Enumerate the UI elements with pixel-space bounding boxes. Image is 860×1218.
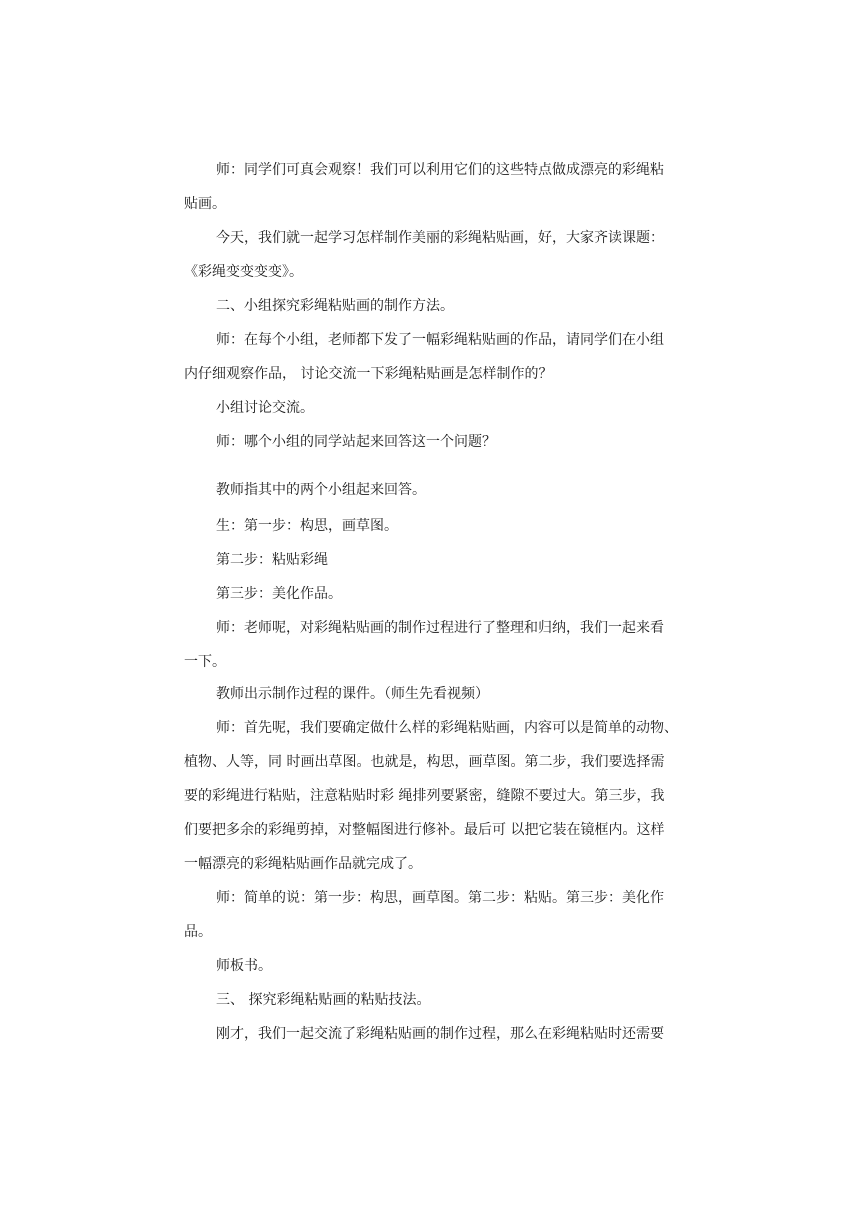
section-heading: 二、小组探究彩绳粘贴画的制作方法。	[216, 298, 454, 314]
paragraph-line: 生：第一步：构思，画草图。	[216, 518, 398, 534]
paragraph-line: 今天，我们就一起学习怎样制作美丽的彩绳粘贴画，好，大家齐读课题：	[216, 230, 664, 246]
paragraph-line: 植物、人等，同 时画出草图。也就是，构思，画草图。第二步，我们要选择需	[184, 754, 665, 770]
paragraph-line: 《彩绳变变变变》。	[184, 264, 303, 280]
paragraph-line: 一幅漂亮的彩绳粘贴画作品就完成了。	[184, 856, 422, 872]
paragraph-line: 要的彩绳进行粘贴，注意粘贴时彩 绳排列要紧密，缝隙不要过大。第三步，我	[184, 788, 665, 804]
paragraph-line: 们要把多余的彩绳剪掉，对整幅图进行修补。最后可 以把它装在镜框内。这样	[184, 822, 665, 838]
paragraph-line: 师：哪个小组的同学站起来回答这一个问题？	[216, 434, 496, 450]
paragraph-line: 第二步：粘贴彩绳	[216, 552, 328, 568]
paragraph-line: 师板书。	[216, 958, 272, 974]
paragraph-line: 刚才，我们一起交流了彩绳粘贴画的制作过程，那么在彩绳粘贴时还需要	[216, 1026, 664, 1042]
paragraph-line: 内仔细观察作品， 讨论交流一下彩绳粘贴画是怎样制作的？	[184, 366, 553, 382]
paragraph-line: 师：同学们可真会观察！我们可以利用它们的这些特点做成漂亮的彩绳粘	[216, 162, 664, 178]
paragraph-line: 师：老师呢，对彩绳粘贴画的制作过程进行了整理和归纳，我们一起来看	[216, 620, 664, 636]
paragraph-line: 教师指其中的两个小组起来回答。	[216, 482, 426, 498]
paragraph-line: 师：简单的说：第一步：构思，画草图。第二步：粘贴。第三步：美化作	[216, 890, 664, 906]
paragraph-line: 品。	[184, 924, 212, 940]
paragraph-line: 小组讨论交流。	[216, 400, 314, 416]
paragraph-line: 一下。	[184, 654, 226, 670]
paragraph-line: 第三步：美化作品。	[216, 586, 342, 602]
paragraph-line: 师：在每个小组，老师都下发了一幅彩绳粘贴画的作品，请同学们在小组	[216, 332, 664, 348]
paragraph-line: 教师出示制作过程的课件。（师生先看视频）	[216, 686, 489, 702]
section-heading: 三、 探究彩绳粘贴画的粘贴技法。	[216, 992, 431, 1008]
paragraph-line: 贴画。	[184, 196, 226, 212]
paragraph-line: 师：首先呢，我们要确定做什么样的彩绳粘贴画，内容可以是简单的动物、	[216, 720, 678, 736]
